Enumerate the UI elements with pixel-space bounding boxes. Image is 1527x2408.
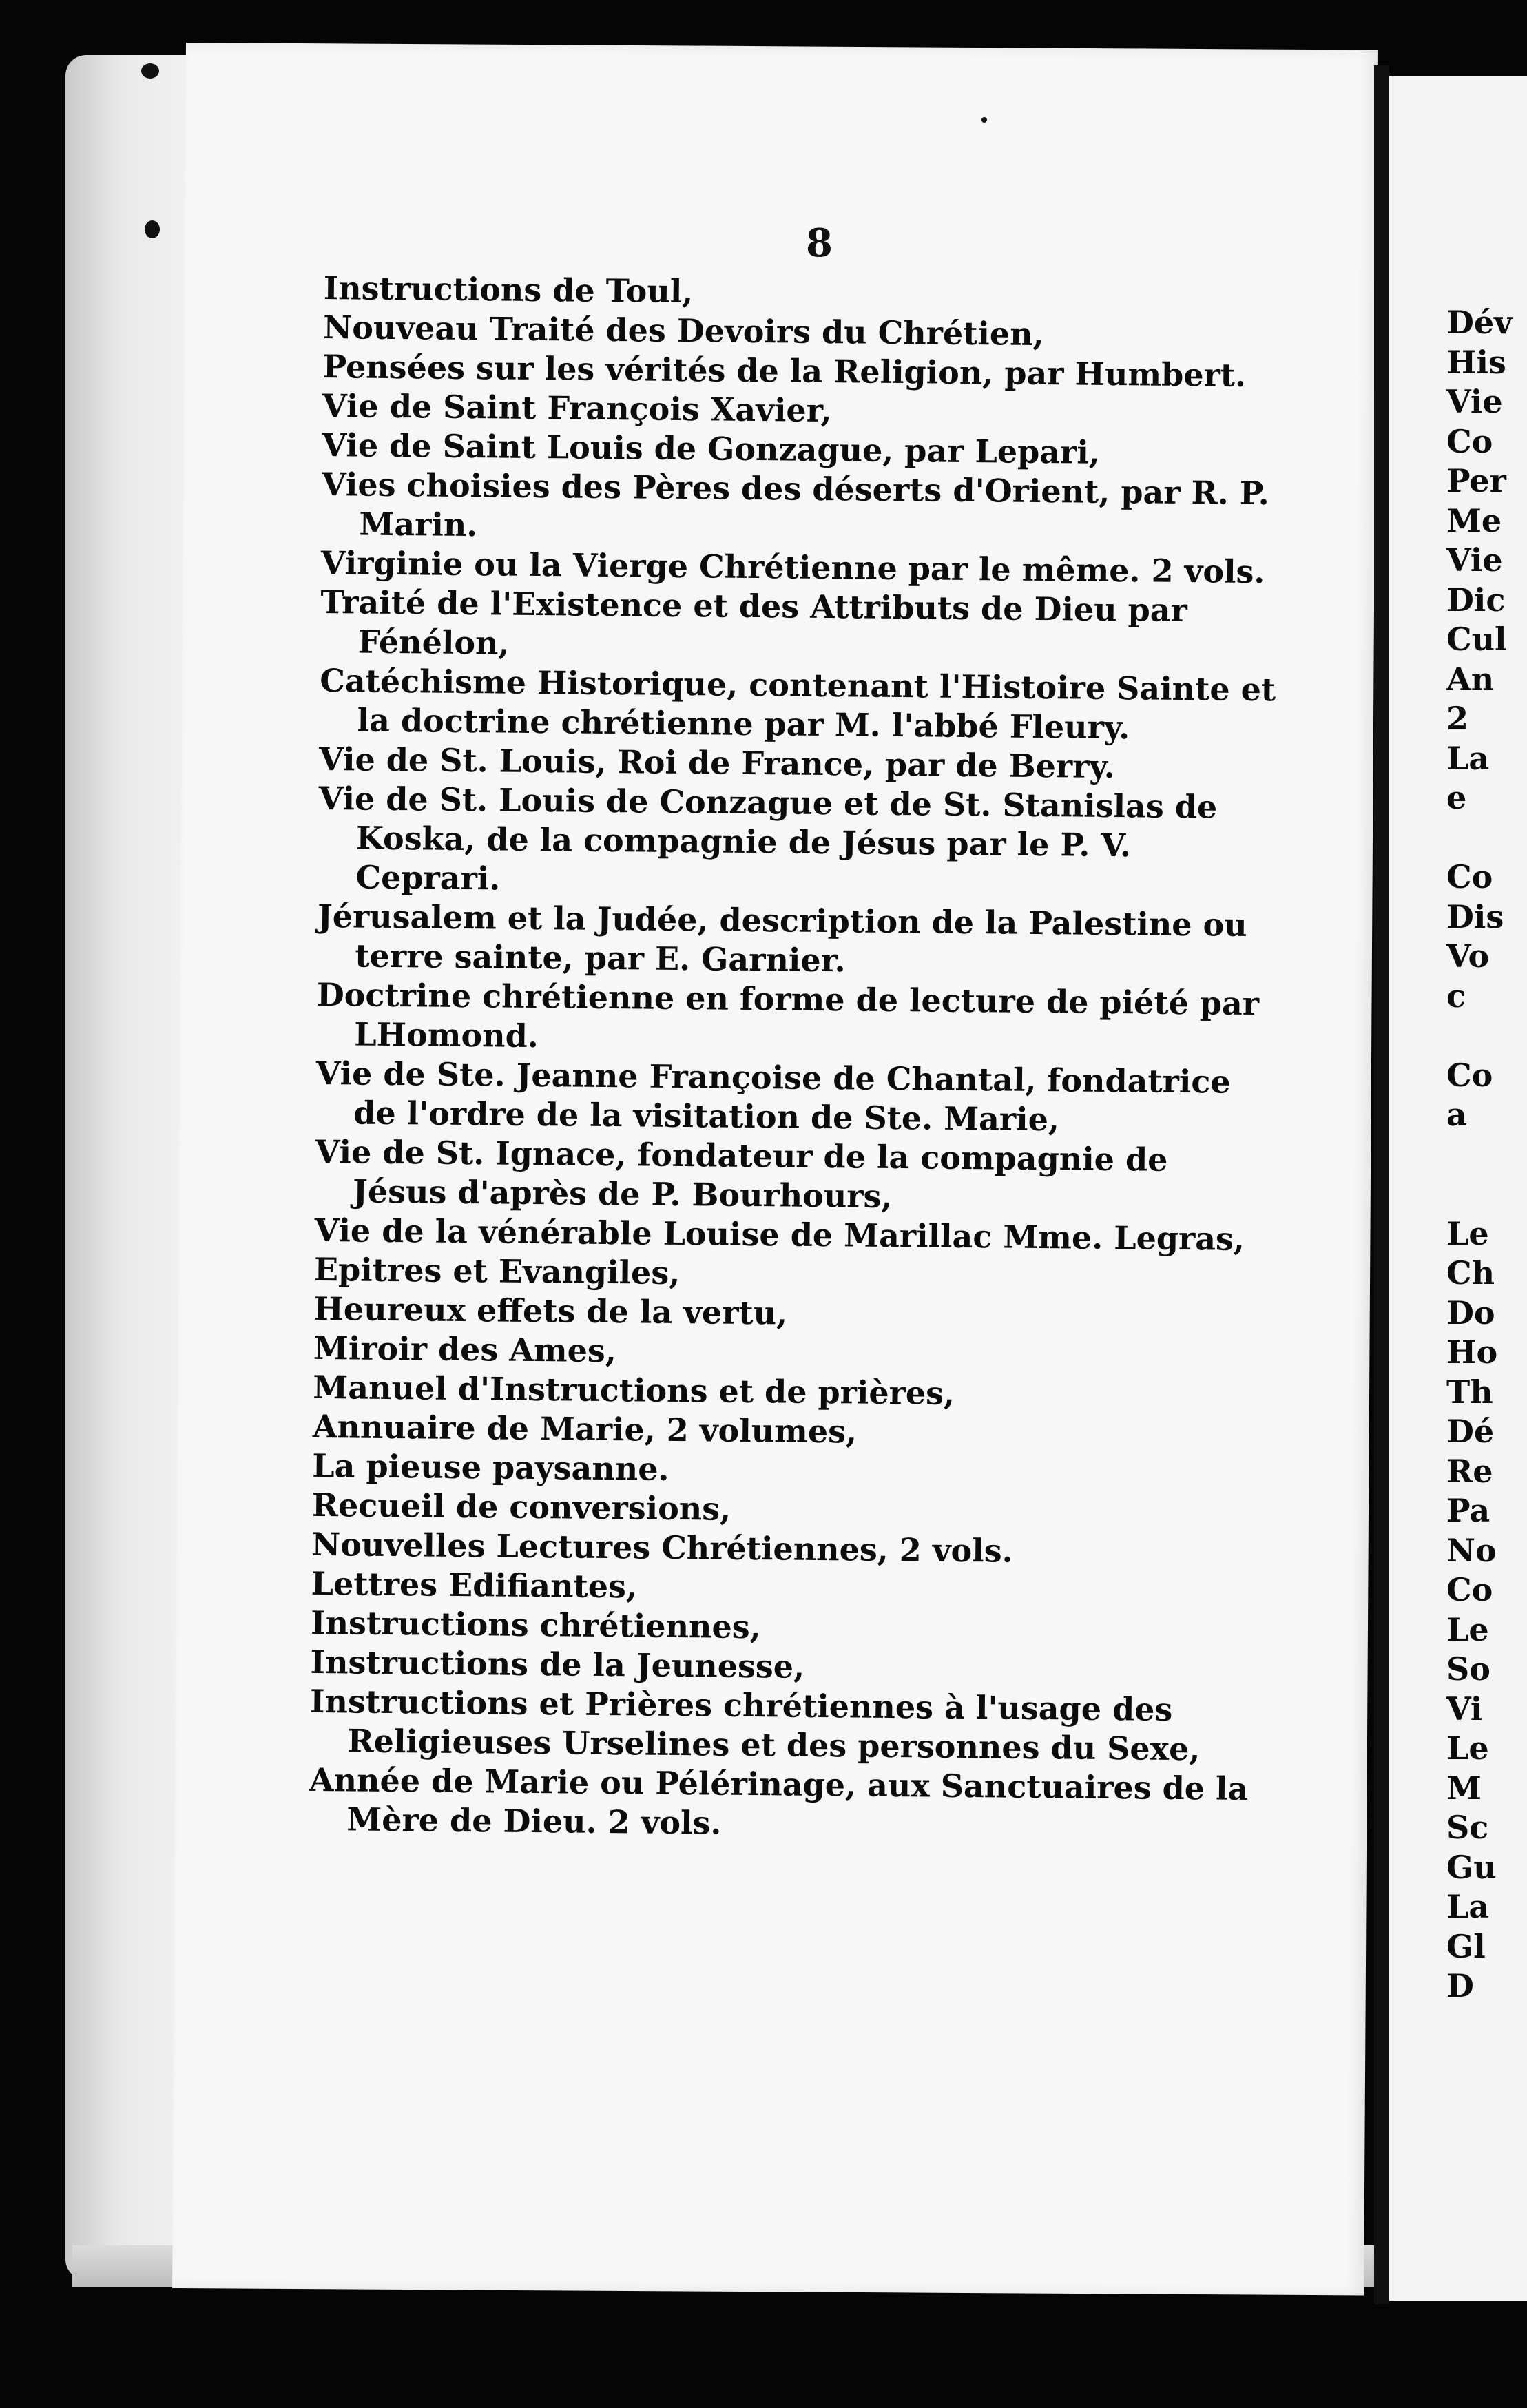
facing-page-line: 2 [1446, 700, 1469, 737]
facing-page-line: Gu [1446, 1848, 1497, 1886]
book-entry: Virginie ou la Vierge Chrétienne par le même. 2 vols. [320, 543, 1265, 591]
facing-page-line: Dé [1446, 1413, 1495, 1450]
facing-page-line: An [1446, 660, 1495, 698]
facing-page-line [1446, 1135, 1513, 1175]
page-number: 8 [806, 220, 833, 266]
book-entry: Vie de St. Ignace, fondateur de la compagnie de Jésus d'après de P. Bourhours, [315, 1132, 1168, 1215]
facing-page-line: Co [1446, 422, 1493, 460]
book-entry: Traité de l'Existence et des Attributs de Dieu par Fénélon, [320, 583, 1188, 662]
facing-page-line: Me [1446, 501, 1502, 539]
facing-page-line [1446, 1016, 1513, 1056]
facing-page-line: Th [1446, 1373, 1493, 1411]
book-entry: Miroir des Ames, [313, 1329, 617, 1370]
book-entry: Nouveau Traité des Devoirs du Chrétien, [322, 308, 1044, 353]
facing-page-line: Sc [1446, 1809, 1489, 1846]
book-entry: Vie de St. Louis de Conzague et de St. Stanislas de Koska, de la compagnie de Jésus par le P. V. Ceprari. [318, 779, 1218, 897]
facing-page-line: Vie [1446, 383, 1503, 420]
facing-page-line: Pa [1446, 1492, 1490, 1529]
facing-page-line: Cul [1446, 621, 1507, 658]
facing-page-line: Ho [1446, 1333, 1498, 1371]
facing-page-line: Do [1446, 1294, 1495, 1331]
book-entry: Heureux effets de la vertu, [313, 1289, 788, 1332]
book-entry: Jérusalem et la Judée, description de la Palestine ou terre sainte, par E. Garnier. [317, 897, 1247, 979]
book-gutter [1374, 65, 1389, 2304]
facing-page-line: His [1446, 343, 1506, 381]
facing-page-line: Re [1446, 1452, 1493, 1490]
book-entry: Lettres Edifiantes, [311, 1564, 638, 1606]
binding-hole [141, 63, 159, 79]
facing-page-line: D [1446, 1967, 1474, 2004]
facing-page-line: Gl [1446, 1927, 1486, 1965]
facing-page-line: Vie [1446, 541, 1503, 579]
facing-page-line: Ch [1446, 1254, 1495, 1291]
book-entry: Nouvelles Lectures Chrétiennes, 2 vols. [311, 1525, 1013, 1570]
facing-page-line: Co [1446, 858, 1493, 895]
book-entry: Vie de Saint Louis de Gonzague, par Lepari, [322, 426, 1101, 471]
ink-speck [981, 117, 987, 123]
book-list [309, 269, 1281, 1848]
facing-page-line: Le [1446, 1214, 1489, 1252]
facing-page-line [1446, 1174, 1513, 1214]
book-entry: Vie de Saint François Xavier, [322, 386, 832, 430]
facing-page-text [1446, 303, 1513, 2006]
facing-page-line: La [1446, 739, 1490, 777]
facing-page-line: Co [1446, 1056, 1493, 1094]
book-entry: Année de Marie ou Pélérinage, aux Sanctuaires de la Mère de Dieu. 2 vols. [309, 1761, 1249, 1842]
facing-page-line: a [1446, 1096, 1467, 1133]
book-entry: Doctrine chrétienne en forme de lecture de piété par LHomond. [316, 975, 1260, 1055]
facing-page-line: Le [1446, 1730, 1489, 1767]
book-entry: Instructions et Prières chrétiennes à l'usage des Religieuses Urselines et des personnes du Sexe, [309, 1682, 1201, 1768]
book-entry: La pieuse paysanne. [312, 1446, 669, 1488]
facing-page-line: Dév [1446, 304, 1513, 341]
book-entry: Annuaire de Marie, 2 volumes, [312, 1407, 858, 1451]
facing-page-line: Dic [1446, 581, 1506, 619]
facing-page-line: Vi [1446, 1690, 1483, 1727]
book-entry: Pensées sur les vérités de la Religion, par Humbert. [322, 347, 1247, 394]
facing-page-line: Per [1446, 462, 1506, 499]
facing-page-line: c [1446, 977, 1466, 1015]
book-entry: Vies choisies des Pères des déserts d'Orient, par R. P. Marin. [321, 465, 1270, 544]
facing-page-line: No [1446, 1531, 1497, 1569]
facing-page-line: Le [1446, 1610, 1489, 1648]
book-entry: Manuel d'Instructions et de prières, [313, 1368, 955, 1412]
binding-hole [145, 220, 160, 238]
facing-page-line: M [1446, 1769, 1482, 1807]
book-entry: Recueil de conversions, [311, 1486, 731, 1528]
book-entry: Vie de Ste. Jeanne Françoise de Chantal, fondatrice de l'ordre de la visitation de Ste. Marie, [315, 1054, 1231, 1139]
book-entry: Catéchisme Historique, contenant l'Histoire Sainte et la doctrine chrétienne par M. l'abbé Fleury. [320, 661, 1276, 747]
book-entry: Epitres et Evangiles, [313, 1250, 681, 1292]
facing-page-line: Vo [1446, 937, 1490, 975]
book-entry: Instructions chrétiennes, [310, 1603, 761, 1646]
facing-page-line: Co [1446, 1571, 1493, 1608]
facing-page-line: La [1446, 1888, 1490, 1925]
facing-page-line [1446, 818, 1513, 858]
facing-page-line: Dis [1446, 897, 1504, 935]
book-entry: Vie de la vénérable Louise de Marillac Mme. Legras, [314, 1211, 1245, 1258]
book-entry: Instructions de la Jeunesse, [310, 1643, 805, 1685]
facing-page-line: e [1446, 779, 1467, 816]
facing-page-line: So [1446, 1650, 1490, 1688]
book-entry: Vie de St. Louis, Roi de France, par de Berry. [318, 740, 1116, 786]
book-entry: Instructions de Toul, [323, 269, 694, 311]
